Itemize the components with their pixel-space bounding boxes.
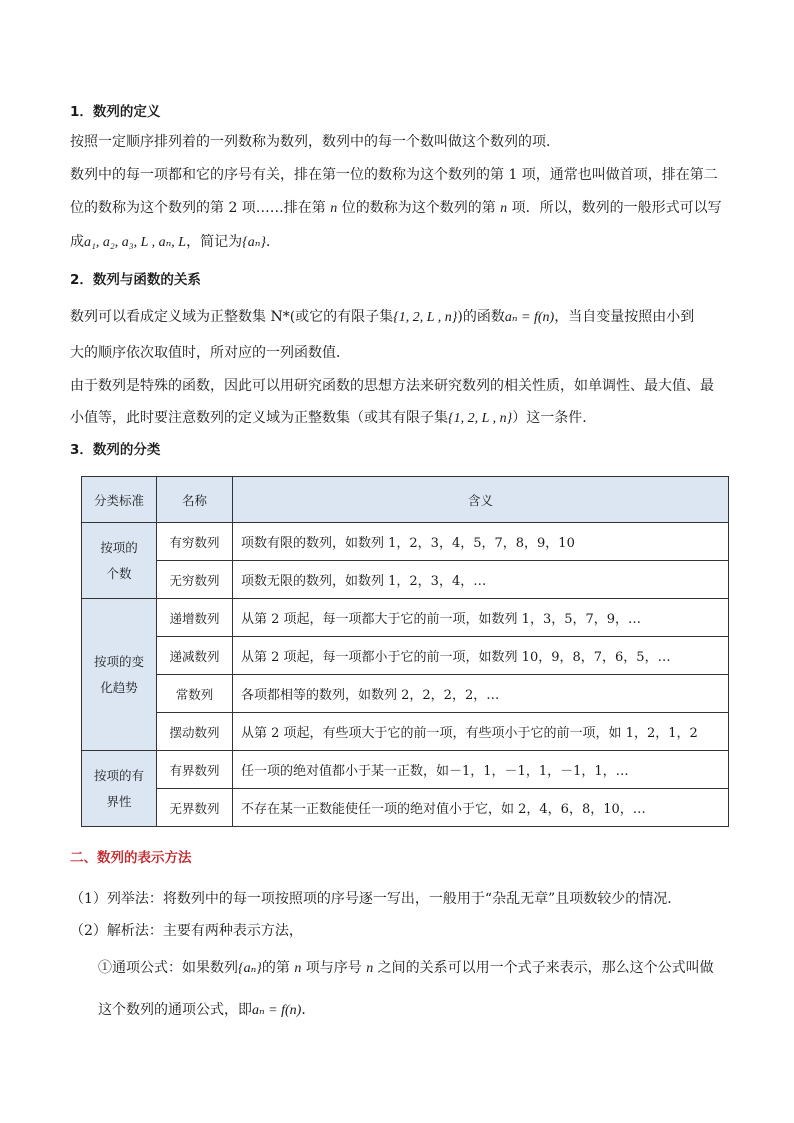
table-row bbox=[82, 789, 729, 827]
name-cell: 有界数列 bbox=[157, 751, 233, 789]
text-span: 数列可以看成定义域为正整数集 bbox=[70, 309, 271, 325]
meaning-cell: 从第 2 项起，有些项大于它的前一项，有些项小于它的前一项，如 1，2，1，2 bbox=[233, 713, 729, 751]
text-span: ，简记为 bbox=[186, 234, 243, 250]
meaning-cell: 任一项的绝对值都小于某一正数，如－1，1，－1，1，－1，1，… bbox=[233, 751, 729, 789]
section2-title: 2．数列与函数的关系 bbox=[70, 272, 201, 288]
table-row bbox=[82, 561, 729, 599]
header-category: 分类标准 bbox=[82, 477, 157, 523]
table-row bbox=[82, 751, 729, 789]
text-span: ． bbox=[301, 1002, 316, 1018]
category-cell bbox=[82, 523, 157, 599]
name-cell: 无界数列 bbox=[157, 789, 233, 827]
category-cell bbox=[82, 751, 157, 827]
math-n: n bbox=[294, 961, 302, 976]
name-cell: 有穷数列 bbox=[157, 523, 233, 561]
name-cell: 递增数列 bbox=[157, 599, 233, 637]
section1-paragraph2-line3 bbox=[70, 232, 724, 253]
section2-paragraph1-line2: 大的顺序依次取值时，所对应的一列函数值． bbox=[70, 345, 350, 361]
part2-item1: （1）列举法：将数列中的每一项按照项的序号逐一写出，一般用于“杂乱无章”且项数较少的情况． bbox=[70, 891, 682, 907]
math-general-form: a₁, a₂, a₃, L , aₙ, L bbox=[84, 235, 187, 250]
text-span: 成 bbox=[70, 234, 84, 250]
math-function: aₙ = f(n) bbox=[504, 310, 555, 325]
name-cell: 摆动数列 bbox=[157, 713, 233, 751]
math-positive-integers: N* bbox=[270, 309, 290, 325]
text-span: (或它的有限子集 bbox=[289, 309, 394, 325]
math-n: n bbox=[366, 961, 374, 976]
text-span: 这个数列的通项公式，即 bbox=[98, 1002, 252, 1018]
text-span: ）这一条件. bbox=[512, 410, 587, 426]
text-span: 的第 bbox=[261, 960, 295, 976]
section2-paragraph2-line2 bbox=[70, 408, 724, 429]
table-row bbox=[82, 523, 729, 561]
category-label: 按项的有 界性 bbox=[93, 767, 144, 809]
table-row bbox=[82, 637, 729, 675]
math-sequence-notation: {aₙ} bbox=[242, 235, 266, 250]
section3-title: 3．数列的分类 bbox=[70, 442, 161, 458]
math-sequence-notation: {aₙ} bbox=[238, 961, 262, 976]
math-finite-subset: {1, 2, L , n} bbox=[393, 310, 458, 325]
section1-paragraph2-line1: 数列中的每一项都和它的序号有关，排在第一位的数称为这个数列的第 1 项，通常也叫做首项，排在第二 bbox=[70, 167, 718, 183]
header-meaning: 含义 bbox=[233, 477, 729, 523]
section1-paragraph1: 按照一定顺序排列着的一列数称为数列，数列中的每一个数叫做这个数列的项． bbox=[70, 134, 560, 150]
text-span: 位的数称为这个数列的第 2 项……排在第 bbox=[70, 200, 331, 216]
text-span: 之间的关系可以用一个式子来表示，那么这个公式叫做 bbox=[373, 960, 714, 976]
part2-item2: （2）解析法：主要有两种表示方法， bbox=[70, 923, 303, 939]
part2-sub1-line2 bbox=[98, 1000, 724, 1021]
meaning-cell: 项数有限的数列，如数列 1，2，3，4，5，7，8，9，10 bbox=[233, 523, 729, 561]
part2-sub1-line1 bbox=[98, 958, 724, 979]
part2-title: 二、数列的表示方法 bbox=[70, 850, 192, 866]
meaning-cell: 从第 2 项起，每一项都大于它的前一项，如数列 1，3，5，7，9，… bbox=[233, 599, 729, 637]
section2-paragraph2-line1: 由于数列是特殊的函数，因此可以用研究函数的思想方法来研究数列的相关性质，如单调性、最大值、最 bbox=[70, 378, 714, 394]
meaning-cell: 各项都相等的数列，如数列 2，2，2，2，… bbox=[233, 675, 729, 713]
table-row bbox=[82, 675, 729, 713]
meaning-cell: 项数无限的数列，如数列 1，2，3，4，… bbox=[233, 561, 729, 599]
text-span: )的函数 bbox=[457, 309, 505, 325]
category-label: 按项的变 化趋势 bbox=[93, 653, 144, 695]
category-label: 按项的 个数 bbox=[100, 539, 138, 581]
name-cell: 常数列 bbox=[157, 675, 233, 713]
text-span: ①通项公式：如果数列 bbox=[98, 960, 238, 976]
name-cell: 无穷数列 bbox=[157, 561, 233, 599]
section2-paragraph1-line1 bbox=[70, 307, 724, 328]
text-span: 项．所以，数列的一般形式可以写 bbox=[507, 200, 722, 216]
text-span: 小值等，此时要注意数列的定义域为正整数集（或其有限子集 bbox=[70, 410, 448, 426]
text-span: ，当自变量按照由小到 bbox=[554, 309, 695, 325]
text-span: ． bbox=[265, 234, 280, 250]
text-span: 位的数称为这个数列的第 bbox=[337, 200, 501, 216]
text-span: 项与序号 bbox=[301, 960, 367, 976]
header-name: 名称 bbox=[157, 477, 233, 523]
section1-title: 1．数列的定义 bbox=[70, 104, 161, 120]
category-cell bbox=[82, 599, 157, 751]
classification-table bbox=[81, 476, 729, 827]
table-row bbox=[82, 599, 729, 637]
math-n: n bbox=[500, 201, 508, 216]
math-finite-subset: {1, 2, L , n} bbox=[448, 411, 513, 426]
section1-paragraph2-line2 bbox=[70, 198, 724, 219]
meaning-cell: 从第 2 项起，每一项都小于它的前一项，如数列 10，9，8，7，6，5，… bbox=[233, 637, 729, 675]
table-row bbox=[82, 713, 729, 751]
name-cell: 递减数列 bbox=[157, 637, 233, 675]
math-n: n bbox=[330, 201, 338, 216]
meaning-cell: 不存在某一正数能使任一项的绝对值小于它，如 2，4，6，8，10，… bbox=[233, 789, 729, 827]
table-header-row bbox=[82, 477, 729, 523]
math-general-term: aₙ = f(n) bbox=[252, 1003, 302, 1018]
